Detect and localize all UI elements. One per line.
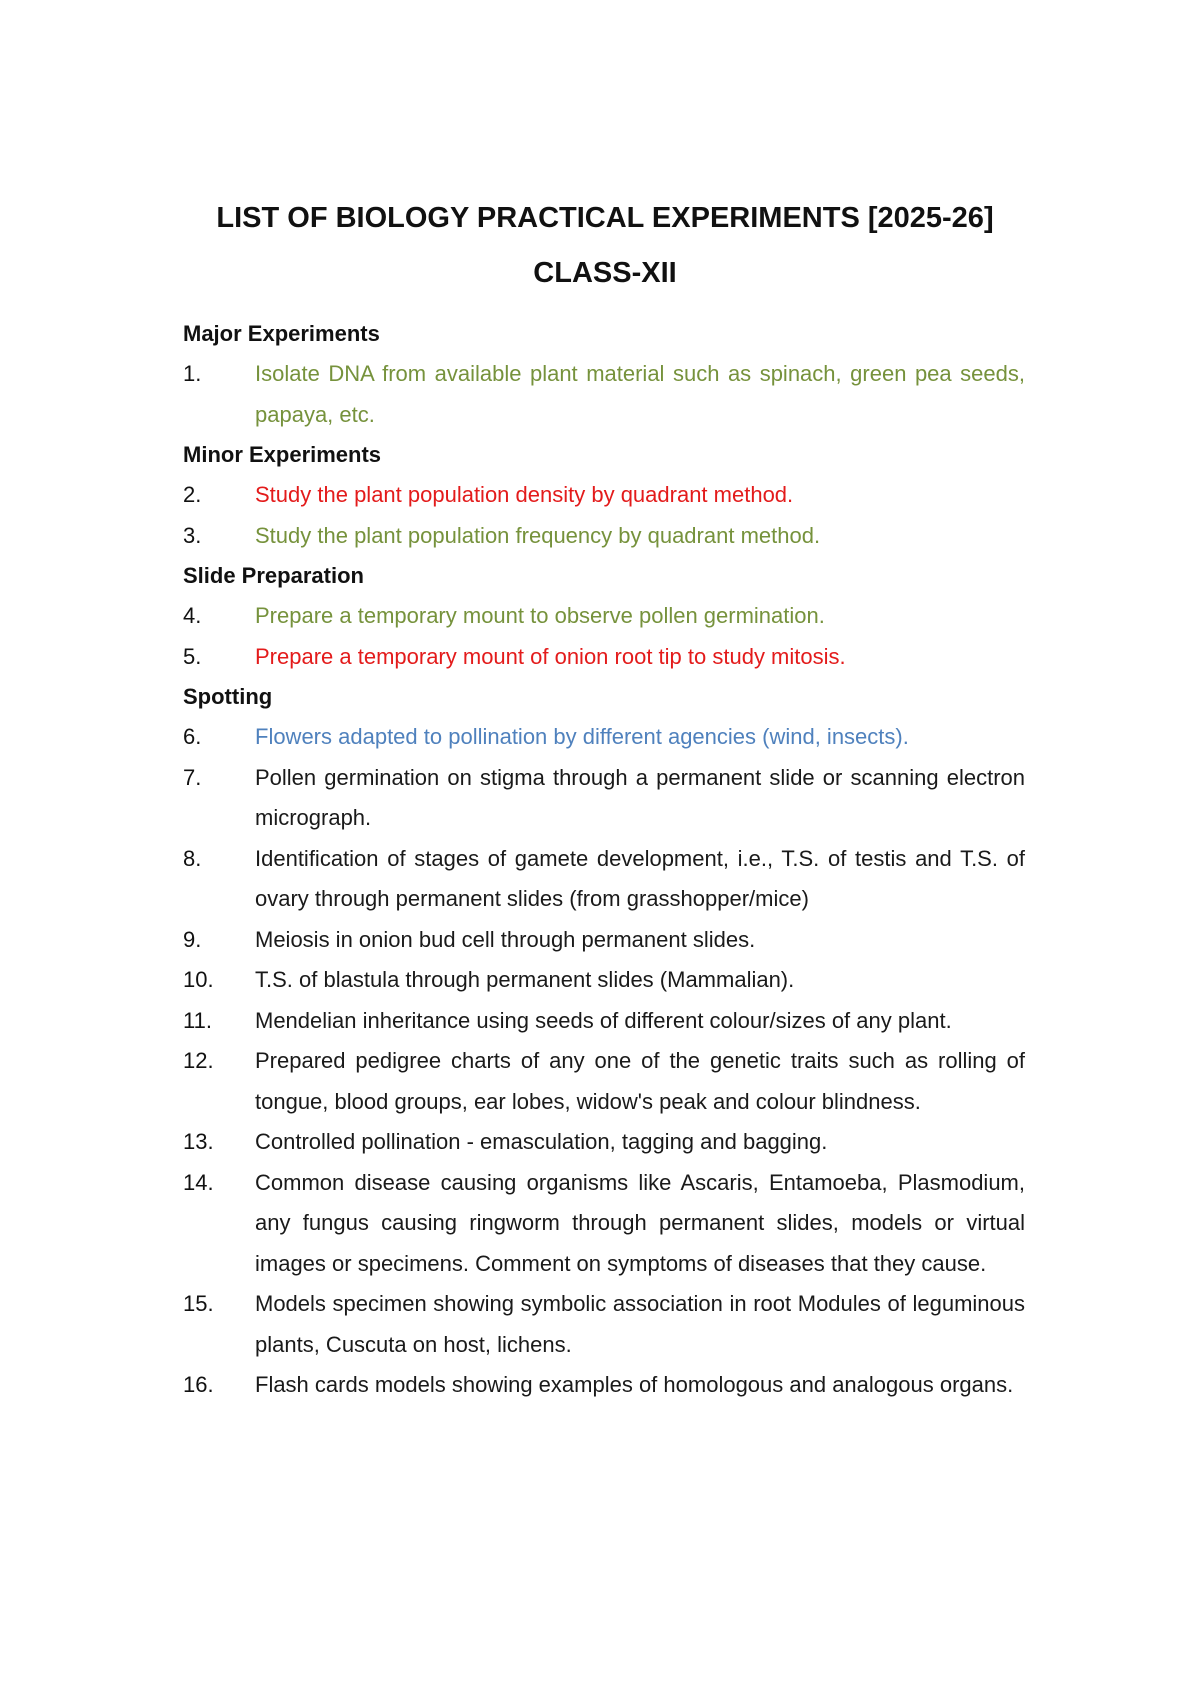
item-number: 1. — [183, 361, 202, 386]
item-number: 2. — [183, 482, 202, 507]
item-number: 13. — [183, 1129, 214, 1154]
item-number: 16. — [183, 1372, 214, 1397]
document-title: LIST OF BIOLOGY PRACTICAL EXPERIMENTS [2025-26] — [216, 202, 994, 234]
item-text: T.S. of blastula through permanent slides (Mammalian). — [255, 967, 795, 992]
item-number: 6. — [183, 724, 202, 749]
item-text: Models specimen showing symbolic association in root Modules of leguminous plants, Cuscuta on host, lichens. — [255, 1291, 1025, 1357]
item-text: Common disease causing organisms like Ascaris, Entamoeba, Plasmodium, any fungus causing ringworm through permanent slides, models or virtual images or specimens. Comment on symptoms of diseases that they cause. — [255, 1169, 1025, 1276]
list-item — [183, 717, 1025, 758]
item-text: Study the plant population density by quadrant method. — [255, 482, 794, 507]
item-number: 7. — [183, 764, 202, 790]
item-number: 4. — [183, 603, 202, 628]
item-text: Identification of stages of gamete development, i.e., T.S. of testis and T.S. of ovary through permanent slides (from grasshopper/mice) — [255, 845, 1025, 911]
list-item — [183, 839, 1025, 920]
item-number: 9. — [183, 926, 202, 952]
section-heading: Minor Experiments — [183, 442, 382, 467]
item-text: Mendelian inheritance using seeds of different colour/sizes of any plant. — [255, 1007, 952, 1033]
item-number: 10. — [183, 967, 214, 992]
item-number: 11. — [183, 1007, 212, 1033]
list-item — [183, 637, 1025, 678]
section-heading: Spotting — [183, 684, 273, 709]
item-text: Prepared pedigree charts of any one of the genetic traits such as rolling of tongue, blood groups, ear lobes, widow's peak and colour blindness. — [255, 1048, 1025, 1114]
item-text: Controlled pollination - emasculation, tagging and bagging. — [255, 1129, 828, 1154]
item-number: 12. — [183, 1048, 214, 1073]
list-item — [183, 596, 1025, 637]
list-item — [183, 1284, 1025, 1365]
list-item — [183, 758, 1025, 839]
list-item — [183, 516, 1025, 557]
item-text: Flowers adapted to pollination by different agencies (wind, insects). — [255, 724, 909, 749]
list-item — [183, 354, 1025, 435]
list-item — [183, 1041, 1025, 1122]
experiment-list — [183, 314, 1025, 1406]
list-item — [183, 920, 1025, 961]
item-text: Isolate DNA from available plant material such as spinach, green pea seeds, papaya, etc. — [255, 361, 1025, 427]
list-item — [183, 475, 1025, 516]
item-text: Pollen germination on stigma through a permanent slide or scanning electron micrograph. — [255, 764, 1025, 830]
list-item — [183, 1122, 1025, 1163]
section-heading: Major Experiments — [183, 321, 380, 346]
list-item — [183, 1163, 1025, 1285]
item-number: 15. — [183, 1291, 214, 1316]
item-number: 14. — [183, 1169, 214, 1195]
item-text: Prepare a temporary mount to observe pollen germination. — [255, 603, 825, 628]
item-text: Study the plant population frequency by quadrant method. — [255, 522, 821, 548]
item-number: 5. — [183, 643, 202, 669]
section-heading: Slide Preparation — [183, 563, 364, 588]
class-title: CLASS-XII — [533, 257, 677, 289]
item-text: Prepare a temporary mount of onion root tip to study mitosis. — [255, 643, 846, 669]
item-text: Meiosis in onion bud cell through permanent slides. — [255, 926, 756, 952]
list-item — [183, 1365, 1025, 1406]
list-item — [183, 960, 1025, 1001]
item-text: Flash cards models showing examples of homologous and analogous organs. — [255, 1372, 1014, 1397]
list-item — [183, 1001, 1025, 1042]
item-number: 8. — [183, 845, 202, 871]
item-number: 3. — [183, 522, 202, 548]
